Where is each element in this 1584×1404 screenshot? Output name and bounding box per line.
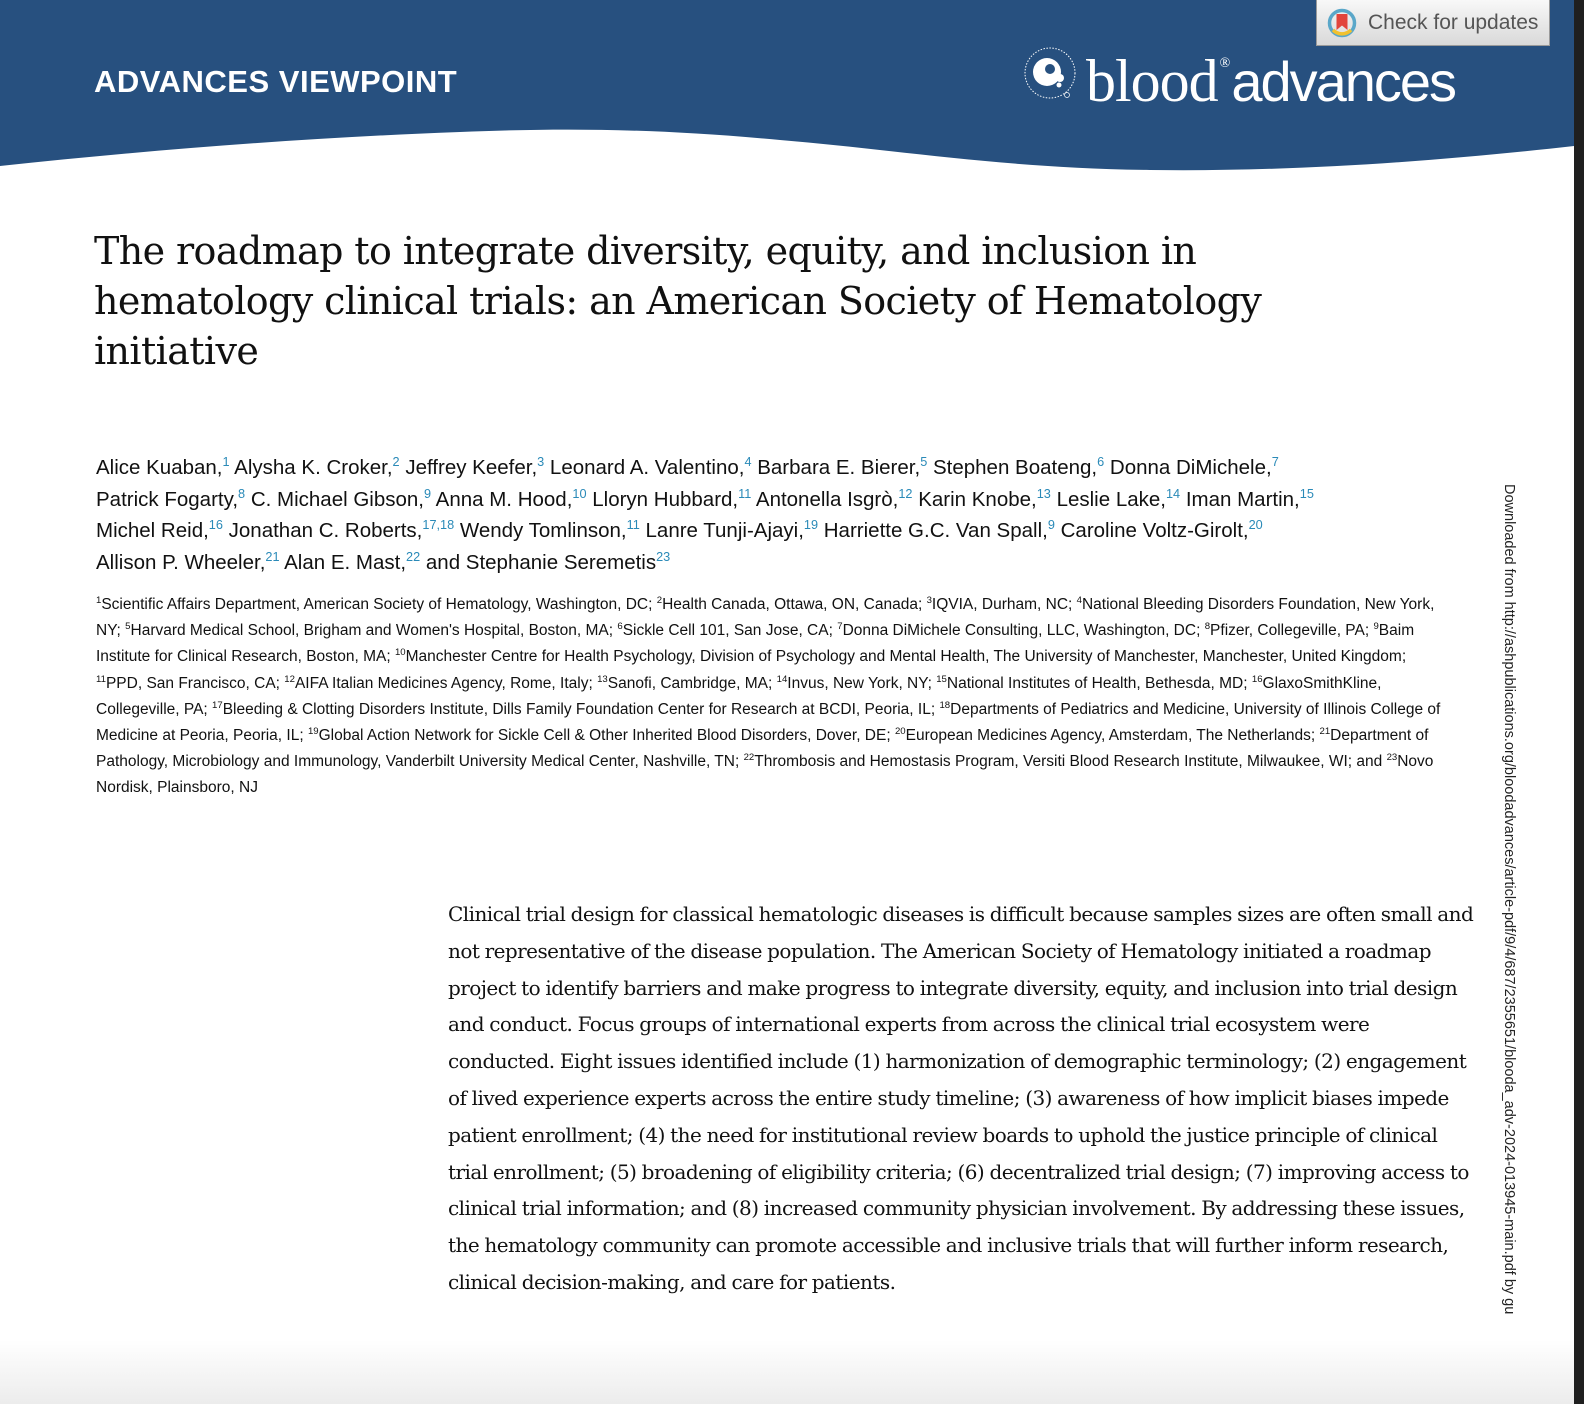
author[interactable]: Michel Reid,$^{16}$ [96,516,223,542]
window-edge [1574,0,1584,1404]
author[interactable]: Jeffrey Keefer,$^3$ [405,453,545,479]
section-label: ADVANCES VIEWPOINT [94,64,458,99]
affiliation-ref[interactable]: 8 [238,485,246,501]
journal-name-blood: blood [1086,48,1218,114]
affiliation-ref[interactable]: 15 [1299,485,1314,501]
check-for-updates-button[interactable] [1316,0,1550,46]
affiliation-ref[interactable]: 11 [738,485,752,501]
author[interactable]: Patrick Fogarty,$^8$ [96,485,246,511]
crossmark-bookmark-icon [1327,8,1357,38]
abstract: Clinical trial design for classical hematologic diseases is difficult because samples sizes are often small and not representative of the disease population. The American Society of Hematology initiated a roadmap project to identify barriers and make progress to integrate diversity, equity, and inclusion into trial design and conduct. Focus groups of international experts from across the clinical trial ecosystem were conducted. Eight issues identified include (1) harmonization of demographic terminology; (2) engagement of lived experience experts across the entire study timeline; (3) awareness of how implicit biases impede patient enrollment; (4) the need for institutional review boards to uphold the justice principle of clinical trial enrollment; (5) broadening of eligibility criteria; (6) decentralized trial design; (7) improving access to clinical trial information; and (8) increased community physician involvement. By addressing these issues, the hematology community can promote accessible and inclusive trials that will further inform research, clinical decision-making, and care for patients. [448,902,1474,1294]
affiliation-ref[interactable]: 9 [1047,516,1055,532]
author[interactable]: Allison P. Wheeler,$^{21}$ [96,548,280,574]
author[interactable]: Alice Kuaban,$^1$ [96,453,230,479]
affiliation: $^4$National Bleeding Disorders Foundation, New York, NY; [96,594,1435,640]
author[interactable]: Leslie Lake,$^{14}$ [1056,485,1181,511]
author[interactable]: Stephen Boateng,$^6$ [932,453,1105,479]
author[interactable]: Alysha K. Croker,$^2$ [234,453,400,479]
affiliation-ref[interactable]: 20 [1248,516,1263,532]
affiliation-ref[interactable]: 14 [1165,485,1181,501]
affiliation-ref[interactable]: 6 [1097,453,1105,469]
author[interactable]: Iman Martin,$^{15}$ [1185,485,1314,511]
affiliation-ref[interactable]: 10 [572,485,587,501]
author[interactable]: Barbara E. Bierer,$^5$ [757,453,928,479]
affiliation-ref[interactable]: 5 [920,453,928,469]
affiliation-ref[interactable]: 22 [406,548,421,564]
affiliation: $^{21}$Department of Pathology, Microbiology and Immunology, Vanderbilt University Medical Center, Nashville, TN; [96,725,1429,771]
affiliation: $^{12}$AIFA Italian Medicines Agency, Rome, Italy; [284,673,593,692]
author[interactable]: Lloryn Hubbard,$^{11}$ [592,485,752,511]
affiliation-ref[interactable]: 7 [1271,453,1279,469]
author[interactable]: Caroline Voltz-Girolt,$^{20}$ [1060,516,1263,542]
affiliation-ref[interactable]: 16 [208,516,223,532]
affiliation: $^{14}$Invus, New York, NY; [776,673,932,692]
ash-society-emblem-icon [1022,45,1078,101]
registered-mark: ® [1219,56,1230,71]
author[interactable]: Jonathan C. Roberts,$^{17,18}$ [228,516,455,542]
author[interactable]: Anna M. Hood,$^{10}$ [435,485,587,511]
affiliation-ref[interactable]: 11 [626,516,640,532]
affiliation: $^{23}$Novo Nordisk, Plainsboro, NJ [96,751,1434,797]
article-title: The roadmap to integrate diversity, equity, and inclusion in hematology clinical trials: an American Society of Hematology initiative [94,229,1262,373]
author[interactable]: Alan E. Mast,$^{22}$ [284,548,421,574]
affiliation: $^2$Health Canada, Ottawa, ON, Canada; [656,594,923,613]
author[interactable]: Wendy Tomlinson,$^{11}$ [459,516,640,542]
affiliation-ref[interactable]: 17,18 [422,516,455,532]
affiliation-ref[interactable]: 3 [537,453,545,469]
affiliation-ref[interactable]: 12 [898,485,913,501]
affiliation-ref[interactable]: 2 [392,453,400,469]
affiliation-ref[interactable]: 4 [744,453,752,469]
affiliation-ref[interactable]: 9 [424,485,432,501]
affiliation-ref[interactable]: 13 [1036,485,1051,501]
journal-name-advances: advances [1231,50,1456,113]
affiliation-list [96,592,1456,802]
affiliation: $^{22}$Thrombosis and Hemostasis Program, Versiti Blood Research Institute, Milwaukee, WI; and [743,751,1383,771]
affiliation: $^{17}$Bleeding & Clotting Disorders Institute, Dills Family Foundation Center for Research at BCDI, Peoria, IL; [212,699,936,718]
affiliation: $^{10}$Manchester Centre for Health Psychology, Division of Psychology and Mental Health, The University of Manchester, Manchester, United Kingdom; [394,647,1407,666]
check-for-updates-label: Check for updates [1368,10,1539,34]
author[interactable]: Donna DiMichele,$^7$ [1109,453,1279,479]
affiliation: $^{19}$Global Action Network for Sickle Cell & Other Inherited Blood Disorders, Dover, DE; [307,725,891,745]
author[interactable]: Antonella Isgrò,$^{12}$ [755,485,913,511]
affiliation: $^{15}$National Institutes of Health, Bethesda, MD; [936,673,1248,692]
affiliation: $^8$Pfizer, Collegeville, PA; [1204,620,1370,640]
affiliation: $^5$Harvard Medical School, Brigham and Women's Hospital, Boston, MA; [125,620,614,640]
author[interactable]: C. Michael Gibson,$^9$ [250,485,432,511]
author[interactable]: and Stephanie Seremetis$^{23}$ [425,548,671,574]
journal-logo [1022,38,1456,114]
affiliation: $^3$IQVIA, Durham, NC; [926,594,1073,613]
download-source-note: Downloaded from http://ashpublications.org/bloodadvances/article-pdf/9/4/687/2355651/blooda_adv-2024-013945-main.pdf by gu [1501,484,1517,1315]
affiliation-ref[interactable]: 1 [222,453,230,469]
author[interactable]: Karin Knobe,$^{13}$ [918,485,1051,511]
affiliation: $^1$Scientific Affairs Department, American Society of Hematology, Washington, DC; [96,594,653,613]
affiliation: $^{11}$PPD, San Francisco, CA; [96,673,280,692]
affiliation: $^6$Sickle Cell 101, San Jose, CA; [617,620,833,640]
author[interactable]: Lanre Tunji-Ajayi,$^{19}$ [645,516,819,542]
affiliation: $^7$Donna DiMichele Consulting, LLC, Washington, DC; [837,620,1201,640]
affiliation-ref[interactable]: 23 [656,548,671,564]
affiliation-ref[interactable]: 21 [265,548,280,564]
author-list [96,452,1476,578]
author[interactable]: Harriette G.C. Van Spall,$^9$ [823,516,1055,542]
affiliation: $^9$Baim Institute for Clinical Research, Boston, MA; [96,620,1415,666]
affiliation: $^{16}$GlaxoSmithKline, Collegeville, PA; [96,673,1382,718]
affiliation-ref[interactable]: 19 [803,516,819,532]
author[interactable]: Leonard A. Valentino,$^4$ [549,453,752,479]
affiliation: $^{18}$Departments of Pediatrics and Medicine, University of Illinois College of Medicine at Peoria, Peoria, IL; [96,699,1441,745]
affiliation: $^{20}$European Medicines Agency, Amsterdam, The Netherlands; [894,725,1316,745]
affiliation: $^{13}$Sanofi, Cambridge, MA; [597,673,773,692]
